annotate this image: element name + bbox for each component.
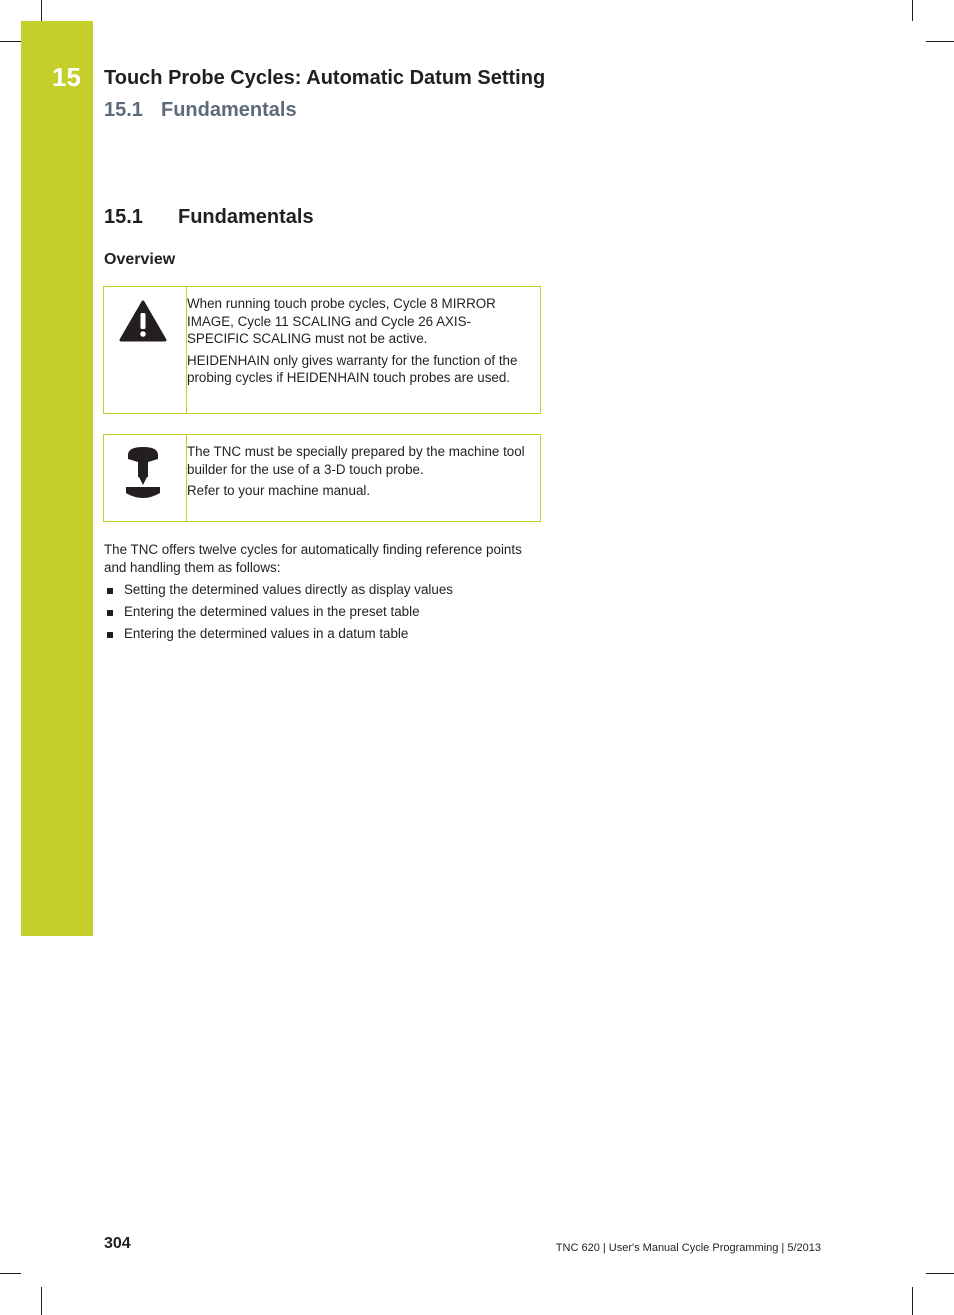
list-item-text: Entering the determined values in the preset table (124, 603, 420, 619)
warning-note (103, 286, 541, 414)
note-paragraph: When running touch probe cycles, Cycle 8 MIRROR IMAGE, Cycle 11 SCALING and Cycle 26 AXIS-SPECIFIC SCALING must not be active. (187, 296, 496, 347)
chapter-tab-bar (21, 21, 93, 936)
list-item (104, 603, 544, 625)
crop-mark (0, 1273, 21, 1274)
crop-mark (926, 41, 954, 42)
running-section-label: Fundamentals (161, 99, 297, 121)
crop-mark (912, 1287, 913, 1315)
bullet-square-icon (107, 610, 113, 616)
intro-paragraph: The TNC offers twelve cycles for automatically finding reference points and handling them as follows: (104, 542, 522, 575)
crop-mark (41, 1287, 42, 1315)
list-item-text: Setting the determined values directly as display values (124, 581, 453, 597)
warning-note-text (187, 295, 532, 391)
machine-note (103, 434, 541, 522)
chapter-number: 15 (52, 62, 81, 92)
footer-text: TNC 620 | User's Manual Cycle Programming | 5/2013 (555, 1242, 821, 1254)
note-paragraph: HEIDENHAIN only gives warranty for the function of the probing cycles if HEIDENHAIN touch probes are used. (187, 352, 518, 386)
machine-note-text (187, 443, 532, 504)
section-number: 15.1 (104, 206, 143, 228)
crop-mark (0, 41, 21, 42)
machine-tool-icon (118, 445, 168, 508)
page-number: 304 (104, 1235, 131, 1252)
crop-mark (41, 0, 42, 21)
crop-mark (912, 0, 913, 21)
section-heading (104, 206, 314, 229)
list-item (104, 581, 544, 603)
crop-mark (926, 1273, 954, 1274)
running-section-title (104, 99, 297, 122)
bullet-square-icon (107, 588, 113, 594)
chapter-title: Touch Probe Cycles: Automatic Datum Setting (104, 67, 546, 89)
body-text (104, 541, 544, 647)
sub-heading: Overview (104, 251, 176, 268)
bullet-square-icon (107, 632, 113, 638)
bullet-list (104, 581, 544, 647)
warning-icon (118, 299, 168, 348)
section-title: Fundamentals (178, 206, 314, 228)
note-paragraph: Refer to your machine manual. (187, 483, 371, 499)
running-section-number: 15.1 (104, 99, 143, 121)
list-item (104, 625, 544, 647)
note-paragraph: The TNC must be specially prepared by the machine tool builder for the use of a 3-D touch probe. (187, 444, 525, 477)
list-item-text: Entering the determined values in a datum table (124, 625, 409, 641)
